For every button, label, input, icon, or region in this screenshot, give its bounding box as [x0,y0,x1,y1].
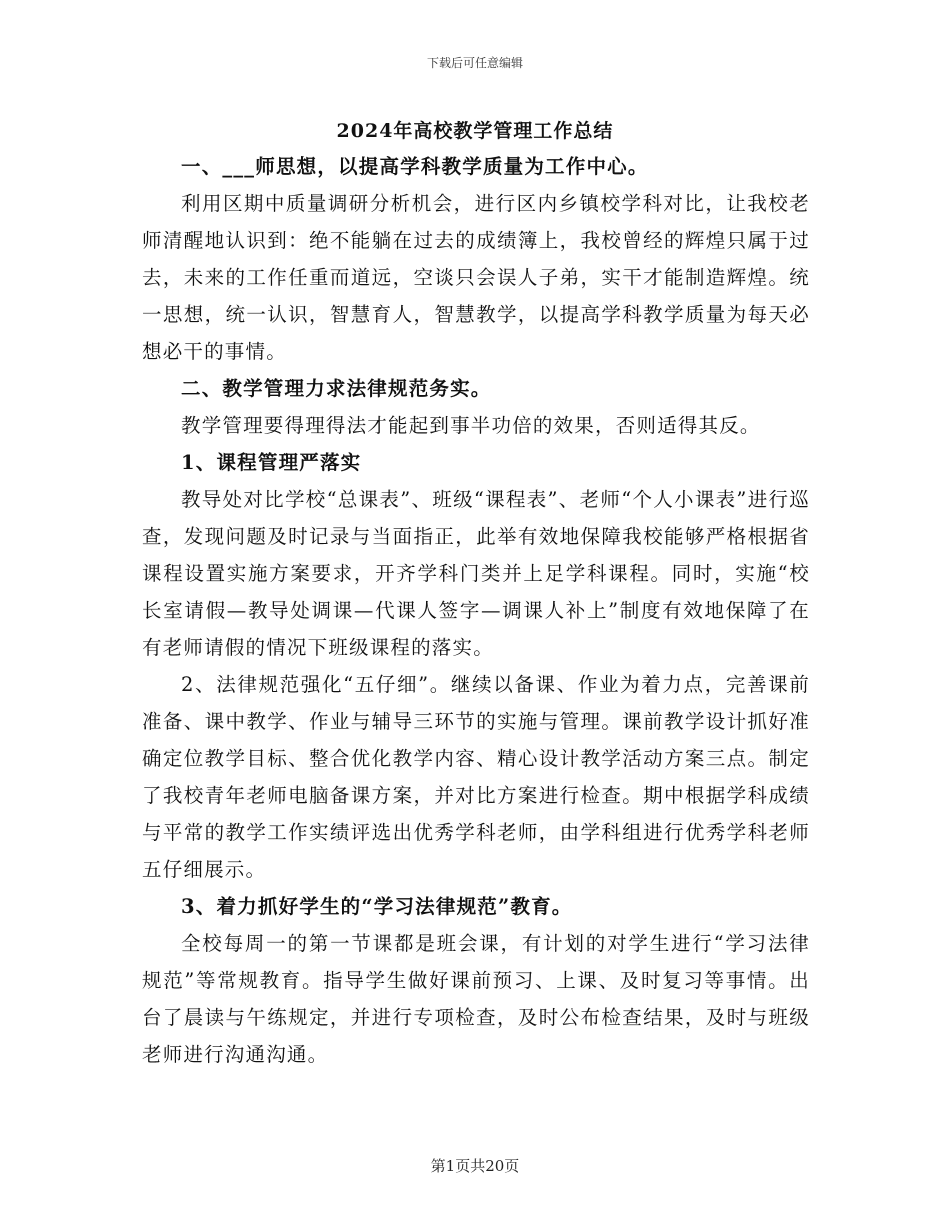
body-paragraph-1: 利用区期中质量调研分析机会，进行区内乡镇校学科对比，让我校老师清醒地认识到：绝不能躺在过去的成绩簿上，我校曾经的辉煌只属于过去，未来的工作任重而道远，空谈只会误人子弟，实干才能制造辉煌。统一思想，统一认识，智慧育人，智慧教学，以提高学科教学质量为每天必想必干的事情。 [142,192,810,363]
section-heading-1: 一、___师思想，以提高学科教学质量为工作中心。 [181,155,649,178]
page-number-footer: 第1页共20页 [430,1157,520,1175]
subsection-heading-3: 3、着力抓好学生的“学习法律规范”教育。 [181,895,573,918]
body-paragraph-4: 2、法律规范强化“五仔细”。继续以备课、作业为着力点，完善课前准备、课中教学、作业与辅导三环节的实施与管理。课前教学设计抓好准确定位教学目标、整合优化教学内容、精心设计教学活动方案三点。制定了我校青年老师电脑备课方案，并对比方案进行检查。期中根据学科成绩与平常的教学工作实绩评选出优秀学科老师，由学科组进行优秀学科老师五仔细展示。 [142,673,810,881]
page-header-note: 下载后可任意编辑 [426,56,523,70]
subsection-heading-1: 1、课程管理严落实 [181,451,362,474]
body-paragraph-2: 教学管理要得理得法才能起到事半功倍的效果，否则适得其反。 [181,414,761,437]
document-title: 2024年高校教学管理工作总结 [336,120,614,142]
document-body [142,148,810,1073]
section-heading-2: 二、教学管理力求法律规范务实。 [181,377,492,400]
body-paragraph-3: 教导处对比学校“总课表”、班级“课程表”、老师“个人小课表”进行巡查，发现问题及时记录与当面指正，此举有效地保障我校能够严格根据省课程设置实施方案要求，开齐学科门类并上足学科课程。同时，实施“校长室请假—教导处调课—代课人签字—调课人补上”制度有效地保障了在有老师请假的情况下班级课程的落实。 [142,488,810,659]
body-paragraph-5: 全校每周一的第一节课都是班会课，有计划的对学生进行“学习法律规范”等常规教育。指导学生做好课前预习、上课、及时复习等事情。出台了晨读与午练规定，并进行专项检查，及时公布检查结果，及时与班级老师进行沟通沟通。 [142,932,810,1066]
